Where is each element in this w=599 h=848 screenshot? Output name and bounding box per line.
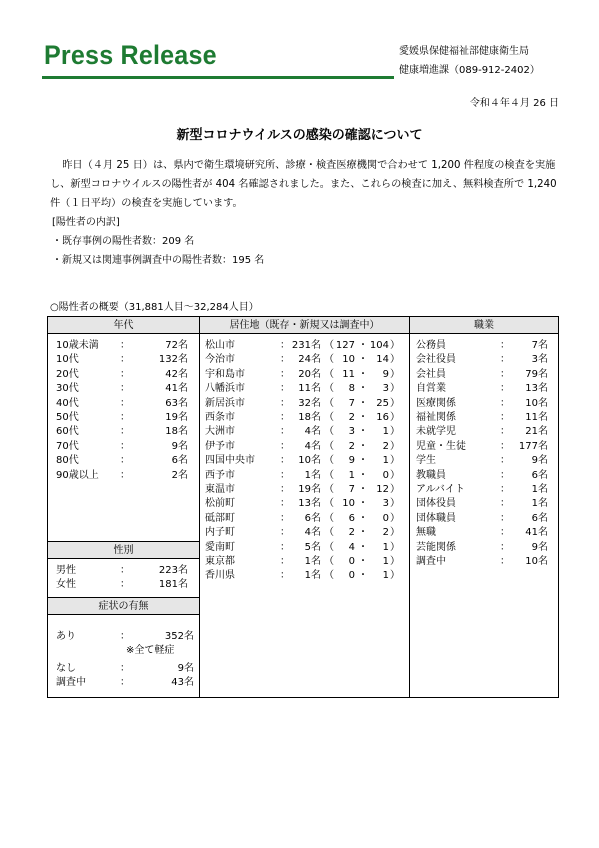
open-paren: （ xyxy=(324,440,334,452)
row-separator: ： xyxy=(280,512,290,524)
residence-row xyxy=(205,353,405,367)
row-separator: ： xyxy=(500,440,510,452)
residence-row xyxy=(205,440,405,454)
row-value: 1名 xyxy=(304,570,321,582)
row-label: 団体職員 xyxy=(416,512,456,524)
dot-separator: ・ xyxy=(358,455,368,467)
open-paren: （ xyxy=(324,383,334,395)
occupation-row xyxy=(416,382,548,396)
row-separator: ： xyxy=(500,412,510,423)
column-divider xyxy=(199,317,200,697)
row-separator: ： xyxy=(280,556,290,567)
symptom-header: 症状の有無 xyxy=(48,598,199,615)
row-label: 会社役員 xyxy=(416,354,456,366)
new-count: 14 xyxy=(376,354,389,366)
row-value: 32名 xyxy=(298,397,321,409)
row-separator: ： xyxy=(500,527,510,539)
row-separator: ： xyxy=(500,541,510,553)
row-separator: ： xyxy=(120,455,130,467)
row-label: 学生 xyxy=(416,455,436,467)
new-count: 1 xyxy=(382,556,389,567)
age-row xyxy=(56,454,188,468)
row-separator: ： xyxy=(500,498,510,510)
new-count: 0 xyxy=(382,512,389,524)
row-label: 男性 xyxy=(56,565,76,576)
occupation-row xyxy=(416,454,548,468)
new-count: 3 xyxy=(382,498,389,510)
row-label: 今治市 xyxy=(205,354,235,366)
residence-row xyxy=(205,454,405,468)
row-label: 80代 xyxy=(56,455,79,467)
row-value: 223名 xyxy=(158,565,188,576)
close-paren: ） xyxy=(390,455,400,467)
row-value: 19名 xyxy=(298,484,321,495)
dot-separator: ・ xyxy=(358,527,368,539)
new-count: 2 xyxy=(382,440,389,452)
dot-separator: ・ xyxy=(358,570,368,582)
row-label: 芸能関係 xyxy=(416,541,456,553)
row-value: 13名 xyxy=(298,498,321,510)
residence-row xyxy=(205,512,405,526)
breakdown-heading: [陽性者の内訳] xyxy=(52,217,120,228)
age-row xyxy=(56,368,188,382)
row-label: 大洲市 xyxy=(205,426,235,438)
age-row xyxy=(56,440,188,454)
dot-separator: ・ xyxy=(358,412,368,423)
row-value: 4名 xyxy=(304,527,321,539)
row-label: 40代 xyxy=(56,397,79,409)
symptom-row xyxy=(56,662,194,676)
row-separator: ： xyxy=(120,677,130,688)
dot-separator: ・ xyxy=(358,556,368,567)
occupation-row xyxy=(416,512,548,526)
row-value: 43名 xyxy=(171,677,194,688)
row-label: 60代 xyxy=(56,426,79,438)
existing-count: 1 xyxy=(348,469,355,481)
row-separator: ： xyxy=(280,397,290,409)
row-value: 18名 xyxy=(298,412,321,423)
row-label: 松前町 xyxy=(205,498,235,510)
row-value: 1名 xyxy=(304,556,321,567)
dot-separator: ・ xyxy=(358,541,368,553)
open-paren: （ xyxy=(324,556,334,567)
row-value: 10名 xyxy=(525,397,548,409)
close-paren: ） xyxy=(390,556,400,567)
row-label: 調査中 xyxy=(56,677,86,688)
row-label: 東京都 xyxy=(205,556,235,567)
dot-separator: ・ xyxy=(358,426,368,438)
row-separator: ： xyxy=(120,469,130,481)
occupation-row xyxy=(416,425,548,439)
existing-count: 9 xyxy=(348,455,355,467)
age-row xyxy=(56,411,188,425)
row-label: 20代 xyxy=(56,368,79,380)
sex-row xyxy=(56,564,188,578)
row-separator: ： xyxy=(120,412,130,423)
row-label: 東温市 xyxy=(205,484,235,495)
row-separator: ： xyxy=(500,397,510,409)
row-value: 9名 xyxy=(531,541,548,553)
open-paren: （ xyxy=(324,412,334,423)
org-line-2: 健康増進課（089-912-2402） xyxy=(399,65,540,76)
row-value: 10名 xyxy=(298,455,321,467)
residence-row xyxy=(205,555,405,569)
row-separator: ： xyxy=(500,340,510,351)
age-row xyxy=(56,425,188,439)
row-label: 調査中 xyxy=(416,556,446,567)
occupation-row xyxy=(416,469,548,483)
row-separator: ： xyxy=(500,512,510,524)
residence-row xyxy=(205,425,405,439)
row-value: 5名 xyxy=(304,541,321,553)
open-paren: （ xyxy=(324,498,334,510)
age-row xyxy=(56,397,188,411)
row-value: 72名 xyxy=(165,340,188,351)
existing-count: 2 xyxy=(348,412,355,423)
row-label: なし xyxy=(56,663,76,674)
close-paren: ） xyxy=(390,426,400,438)
row-label: 会社員 xyxy=(416,368,446,380)
row-separator: ： xyxy=(280,426,290,438)
occupation-row xyxy=(416,339,548,353)
existing-count: 0 xyxy=(348,570,355,582)
row-label: 女性 xyxy=(56,579,76,591)
row-label: 公務員 xyxy=(416,340,446,351)
row-label: 松山市 xyxy=(205,340,235,351)
row-value: 177名 xyxy=(518,440,548,452)
close-paren: ） xyxy=(390,383,400,395)
row-value: 79名 xyxy=(525,368,548,380)
close-paren: ） xyxy=(390,440,400,452)
new-count: 1 xyxy=(382,541,389,553)
breakdown-item-existing: ・既存事例の陽性者数：209 名 xyxy=(52,236,195,247)
logo-underline xyxy=(42,76,394,79)
existing-count: 8 xyxy=(348,383,355,395)
row-label: 30代 xyxy=(56,383,79,395)
row-label: 児童・生徒 xyxy=(416,440,466,452)
existing-count: 2 xyxy=(348,440,355,452)
existing-count: 0 xyxy=(348,556,355,567)
symptom-row xyxy=(56,676,194,690)
occupation-header: 職業 xyxy=(410,317,558,334)
row-label: 四国中央市 xyxy=(205,455,255,467)
row-label: 新居浜市 xyxy=(205,397,245,409)
existing-count: 11 xyxy=(342,368,355,380)
row-value: 9名 xyxy=(171,440,188,452)
close-paren: ） xyxy=(390,527,400,539)
dot-separator: ・ xyxy=(358,484,368,495)
dot-separator: ・ xyxy=(358,498,368,510)
row-label: アルバイト xyxy=(416,484,465,495)
dot-separator: ・ xyxy=(358,440,368,452)
row-separator: ： xyxy=(280,455,290,467)
mild-symptoms-note: ※全て軽症 xyxy=(126,645,175,656)
close-paren: ） xyxy=(390,412,400,423)
org-line-1: 愛媛県保健福祉部健康衛生局 xyxy=(399,46,529,57)
row-label: 10代 xyxy=(56,354,79,366)
new-count: 9 xyxy=(382,368,389,380)
residence-row xyxy=(205,526,405,540)
row-label: 愛南町 xyxy=(205,541,235,553)
existing-count: 10 xyxy=(342,354,355,366)
row-value: 1名 xyxy=(531,498,548,510)
row-label: 香川県 xyxy=(205,570,235,582)
residence-row xyxy=(205,497,405,511)
row-separator: ： xyxy=(500,556,510,567)
organization xyxy=(399,42,540,80)
close-paren: ） xyxy=(390,368,400,380)
open-paren: （ xyxy=(324,469,334,481)
row-value: 3名 xyxy=(531,354,548,366)
dot-separator: ・ xyxy=(358,469,368,481)
age-header: 年代 xyxy=(48,317,199,334)
row-value: 21名 xyxy=(525,426,548,438)
residence-row xyxy=(205,397,405,411)
age-row xyxy=(56,353,188,367)
row-value: 18名 xyxy=(165,426,188,438)
row-separator: ： xyxy=(120,397,130,409)
row-value: 4名 xyxy=(304,440,321,452)
row-value: 1名 xyxy=(531,484,548,495)
row-label: 10歳未満 xyxy=(56,340,99,351)
row-value: 132名 xyxy=(158,354,188,366)
row-value: 181名 xyxy=(158,579,188,591)
row-value: 11名 xyxy=(525,412,548,423)
close-paren: ） xyxy=(390,570,400,582)
row-label: 八幡浜市 xyxy=(205,383,245,395)
row-separator: ： xyxy=(280,412,290,423)
row-label: 団体役員 xyxy=(416,498,456,510)
row-separator: ： xyxy=(500,368,510,380)
release-date: 令和４年４月 26 日 xyxy=(469,98,559,109)
row-value: 7名 xyxy=(531,340,548,351)
row-separator: ： xyxy=(280,469,290,481)
row-value: 9名 xyxy=(531,455,548,467)
dot-separator: ・ xyxy=(358,368,368,380)
sex-row xyxy=(56,578,188,592)
close-paren: ） xyxy=(390,397,400,409)
row-value: 63名 xyxy=(165,397,188,409)
row-separator: ： xyxy=(280,484,290,495)
age-row xyxy=(56,469,188,483)
row-separator: ： xyxy=(120,368,130,380)
open-paren: （ xyxy=(324,368,334,380)
close-paren: ） xyxy=(390,354,400,366)
new-count: 12 xyxy=(376,484,389,495)
row-separator: ： xyxy=(280,440,290,452)
row-separator: ： xyxy=(500,469,510,481)
row-value: 9名 xyxy=(177,663,194,674)
row-label: 50代 xyxy=(56,412,79,423)
row-separator: ： xyxy=(280,383,290,395)
row-label: 自営業 xyxy=(416,383,446,395)
residence-row xyxy=(205,382,405,396)
row-label: 砥部町 xyxy=(205,512,235,524)
occupation-row xyxy=(416,397,548,411)
row-separator: ： xyxy=(120,426,130,438)
overview-label: ○陽性者の概要（31,881人目～32,284人目） xyxy=(50,302,259,313)
row-label: 宇和島市 xyxy=(205,368,245,380)
new-count: 3 xyxy=(382,383,389,395)
press-release-logo: Press Release xyxy=(44,40,217,70)
document-title: 新型コロナウイルスの感染の確認について xyxy=(176,128,423,143)
row-separator: ： xyxy=(280,527,290,539)
occupation-row xyxy=(416,555,548,569)
row-label: 教職員 xyxy=(416,469,446,481)
existing-count: 2 xyxy=(348,527,355,539)
row-separator: ： xyxy=(120,579,130,591)
sex-header: 性別 xyxy=(48,542,199,559)
breakdown-item-new: ・新規又は関連事例調査中の陽性者数：195 名 xyxy=(52,255,265,266)
close-paren: ） xyxy=(390,541,400,553)
row-separator: ： xyxy=(500,484,510,495)
row-value: 24名 xyxy=(298,354,321,366)
row-separator: ： xyxy=(280,368,290,380)
close-paren: ） xyxy=(390,498,400,510)
row-label: 90歳以上 xyxy=(56,469,99,481)
occupation-row xyxy=(416,483,548,497)
close-paren: ） xyxy=(390,512,400,524)
row-separator: ： xyxy=(280,498,290,510)
residence-row xyxy=(205,411,405,425)
existing-count: 3 xyxy=(348,426,355,438)
open-paren: （ xyxy=(324,512,334,524)
dot-separator: ・ xyxy=(358,397,368,409)
row-value: 4名 xyxy=(304,426,321,438)
row-separator: ： xyxy=(500,455,510,467)
close-paren: ） xyxy=(390,469,400,481)
row-separator: ： xyxy=(280,541,290,553)
row-label: あり xyxy=(56,631,76,642)
row-value: 6名 xyxy=(304,512,321,524)
row-value: 41名 xyxy=(165,383,188,395)
dot-separator: ・ xyxy=(358,512,368,524)
row-label: 西予市 xyxy=(205,469,235,481)
row-separator: ： xyxy=(120,354,130,366)
open-paren: （ xyxy=(324,455,334,467)
residence-row xyxy=(205,569,405,583)
row-label: 西条市 xyxy=(205,412,235,423)
new-count: 1 xyxy=(382,426,389,438)
row-value: 10名 xyxy=(525,556,548,567)
row-separator: ： xyxy=(120,383,130,395)
residence-row xyxy=(205,469,405,483)
symptom-row xyxy=(56,630,194,644)
close-paren: ） xyxy=(390,340,400,351)
row-value: 41名 xyxy=(525,527,548,539)
row-separator: ： xyxy=(280,570,290,582)
row-label: 70代 xyxy=(56,440,79,452)
intro-paragraph: 昨日（４月 25 日）は、県内で衛生環境研究所、診療・検査医療機関で合わせて 1,200 件程度の検査を実施し、新型コロナウイルスの陽性者が 404 名確認されました。また、これらの検査に加え、無料検査所で 1,240 件（１日平均）の検査を実施しています。 xyxy=(50,160,557,209)
row-value: 20名 xyxy=(298,368,321,380)
residence-row xyxy=(205,483,405,497)
row-value: 6名 xyxy=(531,512,548,524)
new-count: 104 xyxy=(369,340,389,351)
row-label: 福祉関係 xyxy=(416,412,456,423)
row-separator: ： xyxy=(120,340,130,351)
dot-separator: ・ xyxy=(358,340,368,351)
row-label: 伊予市 xyxy=(205,440,235,452)
occupation-row xyxy=(416,541,548,555)
row-value: 1名 xyxy=(304,469,321,481)
residence-row xyxy=(205,368,405,382)
open-paren: （ xyxy=(324,484,334,495)
residence-row xyxy=(205,541,405,555)
close-paren: ） xyxy=(390,484,400,495)
row-separator: ： xyxy=(280,340,290,351)
age-row xyxy=(56,382,188,396)
dot-separator: ・ xyxy=(358,383,368,395)
row-label: 内子町 xyxy=(205,527,235,539)
row-value: 6名 xyxy=(531,469,548,481)
row-value: 352名 xyxy=(164,631,194,642)
open-paren: （ xyxy=(324,570,334,582)
existing-count: 127 xyxy=(335,340,355,351)
occupation-row xyxy=(416,526,548,540)
open-paren: （ xyxy=(324,527,334,539)
existing-count: 7 xyxy=(348,484,355,495)
new-count: 25 xyxy=(376,397,389,409)
dot-separator: ・ xyxy=(358,354,368,366)
row-separator: ： xyxy=(120,440,130,452)
new-count: 2 xyxy=(382,527,389,539)
new-count: 0 xyxy=(382,469,389,481)
row-label: 医療関係 xyxy=(416,397,456,409)
row-value: 13名 xyxy=(525,383,548,395)
age-row xyxy=(56,339,188,353)
open-paren: （ xyxy=(324,397,334,409)
open-paren: （ xyxy=(324,340,334,351)
occupation-row xyxy=(416,440,548,454)
row-value: 11名 xyxy=(298,383,321,395)
row-separator: ： xyxy=(120,631,130,642)
row-value: 6名 xyxy=(171,455,188,467)
existing-count: 6 xyxy=(348,512,355,524)
occupation-row xyxy=(416,368,548,382)
existing-count: 10 xyxy=(342,498,355,510)
row-value: 231名 xyxy=(291,340,321,351)
open-paren: （ xyxy=(324,426,334,438)
open-paren: （ xyxy=(324,541,334,553)
new-count: 1 xyxy=(382,455,389,467)
row-separator: ： xyxy=(500,426,510,438)
overview-table xyxy=(47,316,559,698)
residence-row xyxy=(205,339,405,353)
row-value: 42名 xyxy=(165,368,188,380)
row-separator: ： xyxy=(120,663,130,674)
row-label: 無職 xyxy=(416,527,436,539)
row-separator: ： xyxy=(280,354,290,366)
new-count: 1 xyxy=(382,570,389,582)
row-label: 未就学児 xyxy=(416,426,456,438)
row-separator: ： xyxy=(120,565,130,576)
row-separator: ： xyxy=(500,383,510,395)
row-separator: ： xyxy=(500,354,510,366)
row-value: 2名 xyxy=(171,469,188,481)
column-divider xyxy=(409,317,410,697)
existing-count: 7 xyxy=(348,397,355,409)
occupation-row xyxy=(416,353,548,367)
existing-count: 4 xyxy=(348,541,355,553)
occupation-row xyxy=(416,411,548,425)
occupation-row xyxy=(416,497,548,511)
row-value: 19名 xyxy=(165,412,188,423)
open-paren: （ xyxy=(324,354,334,366)
residence-header: 居住地（既存・新規又は調査中） xyxy=(200,317,409,334)
new-count: 16 xyxy=(376,412,389,423)
